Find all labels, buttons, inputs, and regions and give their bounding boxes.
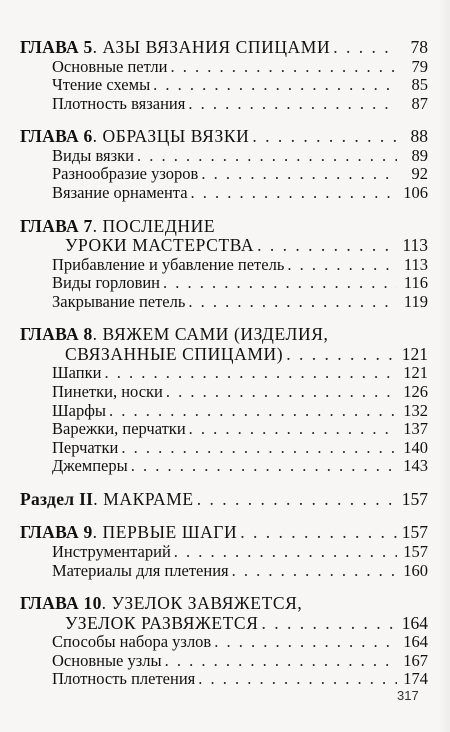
toc-chapter-entry bbox=[20, 594, 428, 614]
toc-section-entry bbox=[20, 490, 428, 510]
toc-chapter-title: . ПОСЛЕДНИЕ bbox=[92, 215, 216, 236]
toc-entry-title: Вязание орнамента bbox=[52, 182, 188, 202]
toc-entry-title: СВЯЗАННЫЕ СПИЦАМИ) bbox=[65, 343, 284, 364]
toc-page-number: 160 bbox=[403, 560, 428, 580]
toc-entry-title: Материалы для плетения bbox=[52, 560, 229, 580]
toc-entry-title bbox=[20, 325, 328, 345]
toc-page-number: 79 bbox=[411, 56, 428, 76]
toc-leader-dots bbox=[137, 147, 397, 166]
toc-subentry bbox=[20, 383, 428, 402]
toc-leader-dots bbox=[257, 236, 397, 256]
toc-subentry bbox=[20, 670, 428, 689]
toc-chapter-entry bbox=[20, 325, 428, 345]
toc-subentry bbox=[20, 562, 428, 581]
toc-subentry bbox=[20, 76, 428, 95]
toc-page-number: 121 bbox=[401, 343, 428, 364]
toc-subentry bbox=[20, 293, 428, 312]
toc-page-number: 89 bbox=[411, 145, 428, 165]
toc-leader-dots bbox=[191, 184, 397, 203]
toc-page-number: 164 bbox=[403, 632, 428, 652]
toc-leader-dots bbox=[198, 670, 397, 689]
toc-chapter-entry bbox=[20, 38, 428, 58]
toc-entry-title: Способы набора узлов bbox=[52, 632, 212, 652]
toc-page-number: 116 bbox=[403, 273, 428, 293]
toc-subentry bbox=[20, 147, 428, 166]
toc-leader-dots bbox=[240, 523, 397, 543]
toc-subentry bbox=[20, 457, 428, 476]
toc-subentry bbox=[20, 184, 428, 203]
toc-leader-dots bbox=[333, 38, 397, 58]
toc-leader-dots bbox=[153, 76, 397, 95]
toc-leader-dots bbox=[131, 457, 397, 476]
toc-page-number: 140 bbox=[403, 437, 428, 457]
toc-entry-title: Плотность вязания bbox=[52, 93, 186, 113]
toc-leader-dots bbox=[287, 256, 397, 275]
toc-subentry bbox=[20, 420, 428, 439]
toc-page-number: 174 bbox=[403, 669, 428, 689]
toc-chapter-title: . АЗЫ ВЯЗАНИЯ СПИЦАМИ bbox=[92, 37, 331, 57]
toc-page-number: 92 bbox=[411, 164, 428, 184]
toc-entry-title bbox=[20, 594, 302, 614]
toc-page-number: 126 bbox=[403, 381, 428, 401]
toc-subentry bbox=[20, 633, 428, 652]
toc-chapter-number: ГЛАВА 6 bbox=[20, 126, 93, 147]
toc-entry-title bbox=[20, 127, 249, 147]
toc-page-number: 85 bbox=[411, 75, 428, 95]
toc-page-number: 143 bbox=[403, 456, 428, 476]
toc-gap bbox=[20, 311, 428, 325]
toc-page-number: 167 bbox=[403, 650, 428, 670]
toc-gap bbox=[20, 113, 428, 127]
toc-page-number: 157 bbox=[401, 488, 428, 509]
toc-leader-dots bbox=[232, 562, 397, 581]
toc-subentry bbox=[20, 364, 428, 383]
toc-leader-dots bbox=[189, 420, 397, 439]
page-number: 317 bbox=[397, 688, 419, 703]
toc-entry-title: УРОКИ МАСТЕРСТВА bbox=[65, 235, 255, 256]
toc-chapter-title: . УЗЕЛОК ЗАВЯЖЕТСЯ, bbox=[101, 593, 303, 614]
toc-page-number: 157 bbox=[403, 541, 428, 561]
toc-page-number: 88 bbox=[410, 126, 428, 147]
toc-entry-title: Чтение схемы bbox=[52, 75, 151, 95]
toc-subentry bbox=[20, 58, 428, 77]
toc-entry-title: Закрывание петель bbox=[52, 291, 186, 311]
toc-chapter-number: ГЛАВА 8 bbox=[20, 324, 93, 345]
toc-entry-title: Основные петли bbox=[52, 56, 168, 76]
toc-leader-dots bbox=[188, 293, 397, 312]
toc-page-number: 119 bbox=[403, 291, 428, 311]
toc-page-number: 137 bbox=[403, 419, 428, 439]
toc-leader-dots bbox=[188, 95, 397, 114]
toc-leader-dots bbox=[261, 614, 397, 634]
toc-entry-title: Виды горловин bbox=[52, 273, 161, 293]
toc-leader-dots bbox=[174, 543, 397, 562]
toc-entry-title: Варежки, перчатки bbox=[52, 419, 186, 439]
toc-subentry bbox=[20, 439, 428, 458]
toc-subentry bbox=[20, 402, 428, 421]
toc-chapter-title-continued bbox=[20, 614, 428, 634]
toc-entry-title: Прибавление и убавление петель bbox=[52, 254, 285, 274]
toc-chapter-entry bbox=[20, 523, 428, 543]
toc-chapter-entry bbox=[20, 217, 428, 237]
toc-chapter-number: Раздел II bbox=[20, 488, 94, 509]
toc-entry-title: Инструментарий bbox=[52, 541, 171, 561]
toc-page-number: 121 bbox=[403, 363, 428, 383]
toc-chapter-title: . ПЕРВЫЕ ШАГИ bbox=[92, 522, 238, 543]
toc-leader-dots bbox=[286, 345, 397, 365]
toc-entry-title: Основные узлы bbox=[52, 650, 162, 670]
toc-subentry bbox=[20, 95, 428, 114]
toc-gap bbox=[20, 580, 428, 594]
toc-subentry bbox=[20, 256, 428, 275]
toc-chapter-number: ГЛАВА 7 bbox=[20, 215, 93, 236]
toc-entry-title: Шарфы bbox=[52, 400, 106, 420]
toc-leader-dots bbox=[201, 165, 397, 184]
toc-leader-dots bbox=[252, 127, 397, 147]
toc-page-number: 78 bbox=[410, 37, 428, 57]
toc-subentry bbox=[20, 165, 428, 184]
toc-entry-title: Разнообразие узоров bbox=[52, 164, 199, 184]
toc-entry-title: Перчатки bbox=[52, 437, 119, 457]
toc-gap bbox=[20, 509, 428, 523]
toc-chapter-title: . ВЯЖЕМ САМИ (ИЗДЕЛИЯ, bbox=[92, 324, 329, 345]
toc-entry-title: Джемперы bbox=[52, 456, 128, 476]
toc-entry-title bbox=[20, 523, 237, 543]
toc-leader-dots bbox=[104, 364, 397, 383]
toc-entry-title: УЗЕЛОК РАЗВЯЖЕТСЯ bbox=[65, 612, 259, 633]
toc-subentry bbox=[20, 652, 428, 671]
toc-page-number: 87 bbox=[411, 93, 428, 113]
toc-entry-title: Плотность плетения bbox=[52, 669, 196, 689]
toc-chapter-number: ГЛАВА 9 bbox=[20, 522, 93, 543]
toc-subentry bbox=[20, 543, 428, 562]
toc-page-number: 106 bbox=[403, 182, 428, 202]
toc-chapter-title: . МАКРАМЕ bbox=[93, 488, 194, 509]
toc-leader-dots bbox=[121, 439, 397, 458]
toc-leader-dots bbox=[163, 274, 397, 293]
table-of-contents bbox=[20, 38, 428, 689]
toc-chapter-entry bbox=[20, 127, 428, 147]
toc-leader-dots bbox=[109, 402, 397, 421]
toc-page-number: 113 bbox=[402, 235, 428, 256]
toc-page-number: 132 bbox=[403, 400, 428, 420]
toc-page-number: 113 bbox=[403, 254, 428, 274]
toc-entry-title bbox=[20, 217, 215, 237]
toc-leader-dots bbox=[214, 633, 397, 652]
toc-subentry bbox=[20, 274, 428, 293]
toc-entry-title: Шапки bbox=[52, 363, 102, 383]
toc-leader-dots bbox=[197, 490, 397, 510]
page-edge-shadow bbox=[438, 0, 450, 732]
toc-entry-title bbox=[20, 490, 194, 510]
toc-chapter-title: . ОБРАЗЦЫ ВЯЗКИ bbox=[92, 126, 250, 147]
toc-chapter-title-continued bbox=[20, 345, 428, 365]
toc-leader-dots bbox=[166, 383, 397, 402]
toc-leader-dots bbox=[171, 58, 398, 77]
toc-leader-dots bbox=[165, 652, 397, 671]
toc-chapter-number: ГЛАВА 10 bbox=[20, 593, 102, 614]
toc-entry-title: Пинетки, носки bbox=[52, 381, 163, 401]
toc-gap bbox=[20, 476, 428, 490]
toc-entry-title bbox=[20, 38, 330, 58]
toc-chapter-title-continued bbox=[20, 236, 428, 256]
toc-entry-title: Виды вязки bbox=[52, 145, 134, 165]
toc-page-number: 164 bbox=[401, 612, 428, 633]
toc-gap bbox=[20, 203, 428, 217]
toc-page-number: 157 bbox=[401, 522, 428, 543]
toc-chapter-number: ГЛАВА 5 bbox=[20, 37, 93, 57]
